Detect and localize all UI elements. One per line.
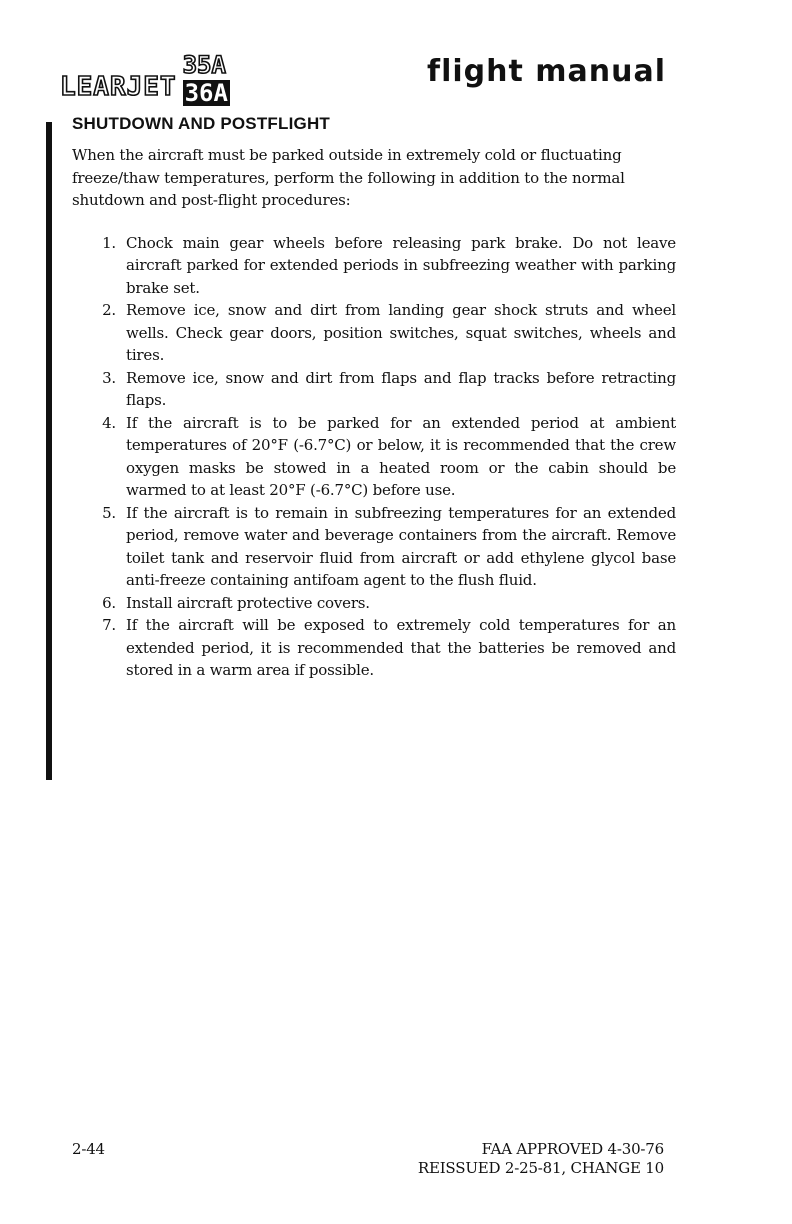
procedure-steps [72,232,676,682]
step-number: 2. [102,301,116,319]
manual-title: flight manual [427,54,666,89]
revision-change-bar [46,122,52,780]
procedure-step [72,502,676,592]
procedure-step [72,592,676,615]
model-designations [183,52,230,106]
brand-name: LEARJET [60,72,177,102]
step-number: 6. [102,593,116,612]
model-secondary: 36A [184,79,228,107]
step-number: 7. [102,616,116,634]
procedure-step [72,299,676,367]
model-primary: 35A [182,51,226,79]
step-text: Remove ice, snow and dirt from flaps and flap tracks before retracting flaps. [126,368,676,409]
page-content [72,114,676,682]
page-number: 2-44 [72,1140,105,1158]
procedure-step [72,367,676,412]
step-text: If the aircraft will be exposed to extremely cold temperatures for an extended period, it is recommended that the batteries be removed and stored in a warm area if possible. [126,616,676,679]
step-number: 3. [102,368,116,387]
approval-block [418,1140,664,1178]
step-number: 5. [102,503,116,522]
step-text: Remove ice, snow and dirt from landing gear shock struts and wheel wells. Check gear doors, position switches, squat switches, wheels and tires. [126,301,676,364]
learjet-logo [60,46,230,106]
step-number: 4. [102,413,116,432]
step-text: If the aircraft is to remain in subfreezing temperatures for an extended period, remove water and beverage containers from the aircraft. Remove toilet tank and reservoir fluid from aircraft or add ethylene glycol base anti-freeze containing antifoam agent to the flush fluid. [126,503,676,589]
step-text: Chock main gear wheels before releasing park brake. Do not leave aircraft parked for extended periods in subfreezing weather with parking brake set. [126,233,676,297]
procedure-step [72,614,676,682]
page-header [60,46,680,112]
reissue-line: REISSUED 2-25-81, CHANGE 10 [417,1159,664,1177]
approval-line: FAA APPROVED 4-30-76 [481,1140,664,1158]
step-number: 1. [102,233,116,252]
procedure-step [72,412,676,502]
step-text: Install aircraft protective covers. [126,593,370,612]
procedure-step [72,232,676,300]
step-text: If the aircraft is to be parked for an extended period at ambient temperatures of 20°F (-6.7°C) or below, it is recommended that the crew oxygen masks be stowed in a heated room or the cabin should be warmed to at least 20°F (-6.7°C) before use. [126,413,676,499]
intro-paragraph: When the aircraft must be parked outside in extremely cold or fluctuating freeze/thaw temperatures, perform the following in addition to the normal shutdown and post-flight procedures: [72,146,625,209]
section-title: SHUTDOWN AND POSTFLIGHT [72,114,331,133]
